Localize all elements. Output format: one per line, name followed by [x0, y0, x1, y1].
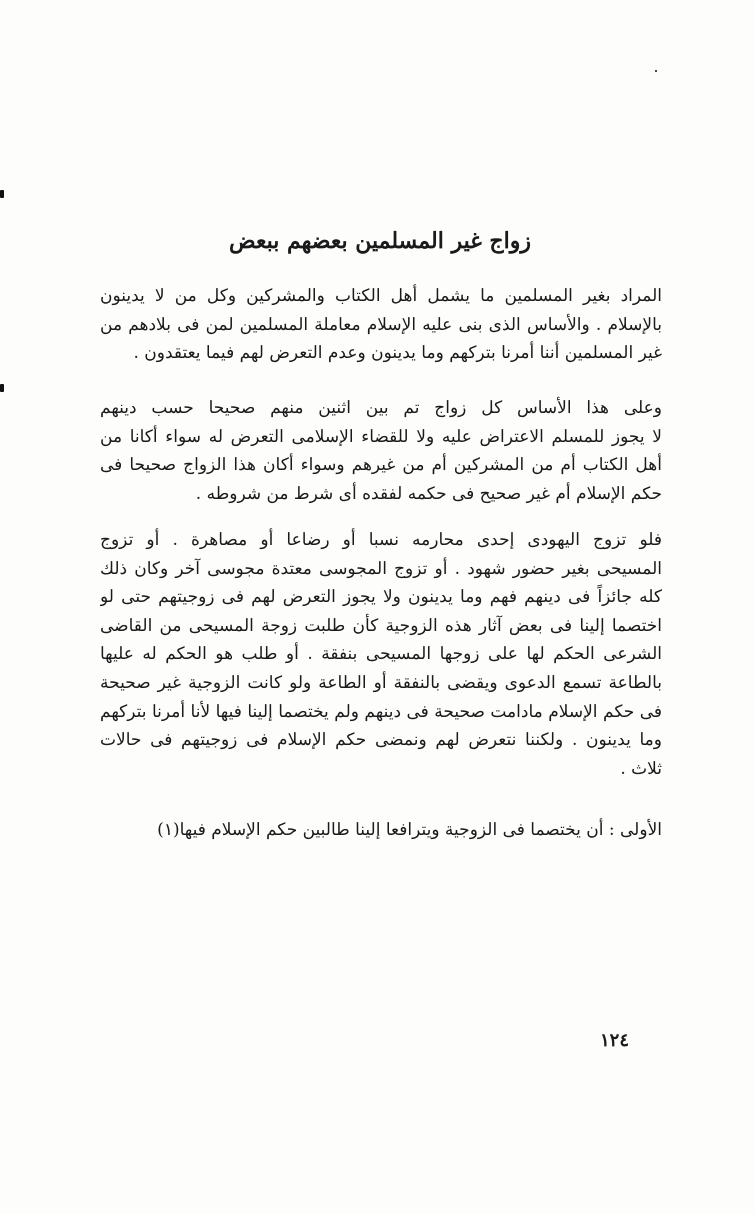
- paragraph-line: بالإسلام . والأساس الذى بنى عليه الإسلام معاملة المسلمين لمن فى بلادهم من: [100, 314, 662, 335]
- paragraph-line: المسيحى بغير حضور شهود . أو تزوج المجوسى معتدة مجوسى آخر وكان ذلك: [100, 558, 662, 579]
- paragraph-line: بالطاعة تسمع الدعوى ويقضى بالنفقة أو الطاعة ولو كانت الزوجية غير صحيحة: [100, 672, 662, 693]
- paragraph-line: لا يجوز للمسلم الاعتراض عليه ولا للقضاء الإسلامى التعرض له سواء أكانا من: [100, 426, 662, 447]
- paragraph-line: وعلى هذا الأساس كل زواج تم بين اثنين منهم صحيحا حسب دينهم: [100, 398, 662, 418]
- page-number: ١٢٤: [600, 1030, 630, 1051]
- paragraph-line: حكم الإسلام أم غير صحيح فى حكمه لفقده أى شرط من شروطه .: [195, 483, 662, 504]
- paragraph-line: وما يدينون . ولكننا نتعرض لهم ونمضى حكم الإسلام فى زوجيتهم فى حالات: [100, 730, 662, 751]
- paragraph-line: ثلاث .: [620, 758, 662, 779]
- scan-mark: [0, 190, 4, 198]
- scan-mark: [655, 70, 657, 72]
- paragraph-line: الأولى : أن يختصما فى الزوجية ويترافعا إلينا طالبين حكم الإسلام فيها(١): [157, 820, 662, 840]
- paragraph-2: [100, 394, 662, 508]
- paragraph-1: [100, 282, 662, 368]
- chapter-title: زواج غير المسلمين بعضهم ببعض: [229, 228, 531, 254]
- paragraph-3: [100, 526, 662, 783]
- paragraph-line: غير المسلمين أننا أمرنا بتركهم وما يدينون وعدم التعرض لهم فيما يعتقدون .: [133, 343, 662, 364]
- paragraph-line: اختصما إلينا فى بعض آثار هذه الزوجية كأن طلبت زوجة المسيحى من القاضى: [100, 615, 662, 636]
- paragraph-line: المراد بغير المسلمين ما يشمل أهل الكتاب والمشركين وكل من لا يدينون: [100, 286, 662, 306]
- paragraph-line: أهل الكتاب أم من المشركين أم من غيرهم وسواء أكان هذا الزواج صحيحا فى: [100, 455, 662, 476]
- paragraph-line: فى حكم الإسلام مادامت صحيحة فى دينهم ولم يختصما إلينا فيها لأنا أمرنا بتركهم: [100, 701, 662, 722]
- paragraph-line: فلو تزوج اليهودى إحدى محارمه نسبا أو رضاعا أو مصاهرة . أو تزوج: [100, 530, 662, 550]
- scan-mark: [0, 384, 4, 392]
- paragraph-line: كله جائزاً فى دينهم فهم وما يدينون ولا يجوز التعرض لهم فى زوجيتهم حتى لو: [100, 587, 662, 608]
- paragraph-line: الشرعى الحكم لها على زوجها المسيحى بنفقة . أو طلب هو الحكم له عليها: [100, 644, 662, 665]
- paragraph-4: [100, 816, 662, 845]
